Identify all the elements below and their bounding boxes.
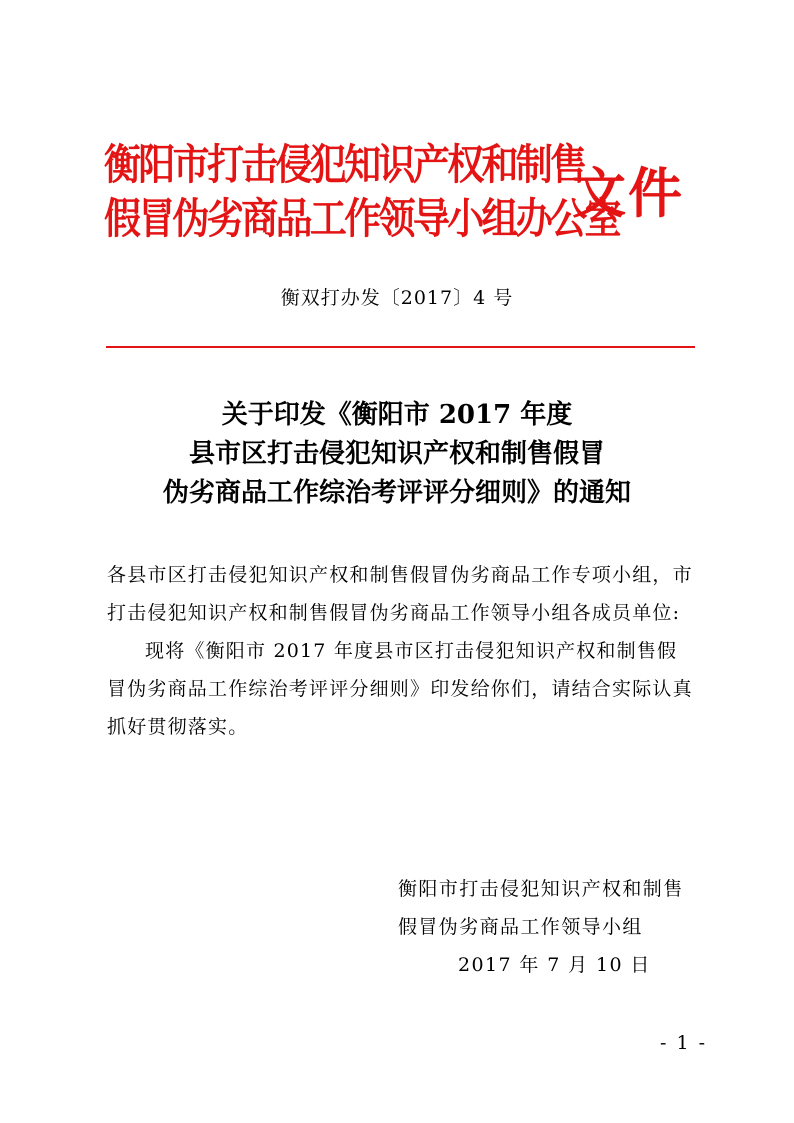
issuing-org-line-2: 假冒伪劣商品工作领导小组办公室 (104, 194, 619, 243)
document-type-label: 文件 (572, 161, 684, 225)
issuing-org-title (104, 138, 619, 246)
recipients-paragraph: 各县市区打击侵犯知识产权和制售假冒伪劣商品工作专项小组，市打击侵犯知识产权和制售假冒伪劣商品工作领导小组各成员单位: (107, 564, 693, 624)
title-line-3: 伪劣商品工作综治考评评分细则》的通知 (162, 478, 631, 508)
document-number: 衡双打办发〔2017〕4 号 (280, 287, 514, 309)
red-divider (106, 346, 695, 348)
page-number: - 1 - (660, 1032, 708, 1054)
document-body (107, 556, 697, 746)
title-line-2: 县市区打击侵犯知识产权和制售假冒 (188, 439, 605, 469)
issuing-org-line-1: 衡阳市打击侵犯知识产权和制售 (104, 140, 585, 189)
title-line-1: 关于印发《衡阳市 2017 年度 (221, 400, 573, 430)
content-paragraph: 现将《衡阳市 2017 年度县市区打击侵犯知识产权和制售假冒伪劣商品工作综治考评评分细则》印发给你们，请结合实际认真抓好贯彻落实。 (107, 640, 693, 738)
document-title (0, 396, 794, 513)
signature-org-line-1: 衡阳市打击侵犯知识产权和制售 (398, 878, 684, 900)
signature-date: 2017 年 7 月 10 日 (458, 954, 651, 976)
signature-block (398, 870, 684, 984)
signature-org-line-2: 假冒伪劣商品工作领导小组 (398, 916, 643, 938)
